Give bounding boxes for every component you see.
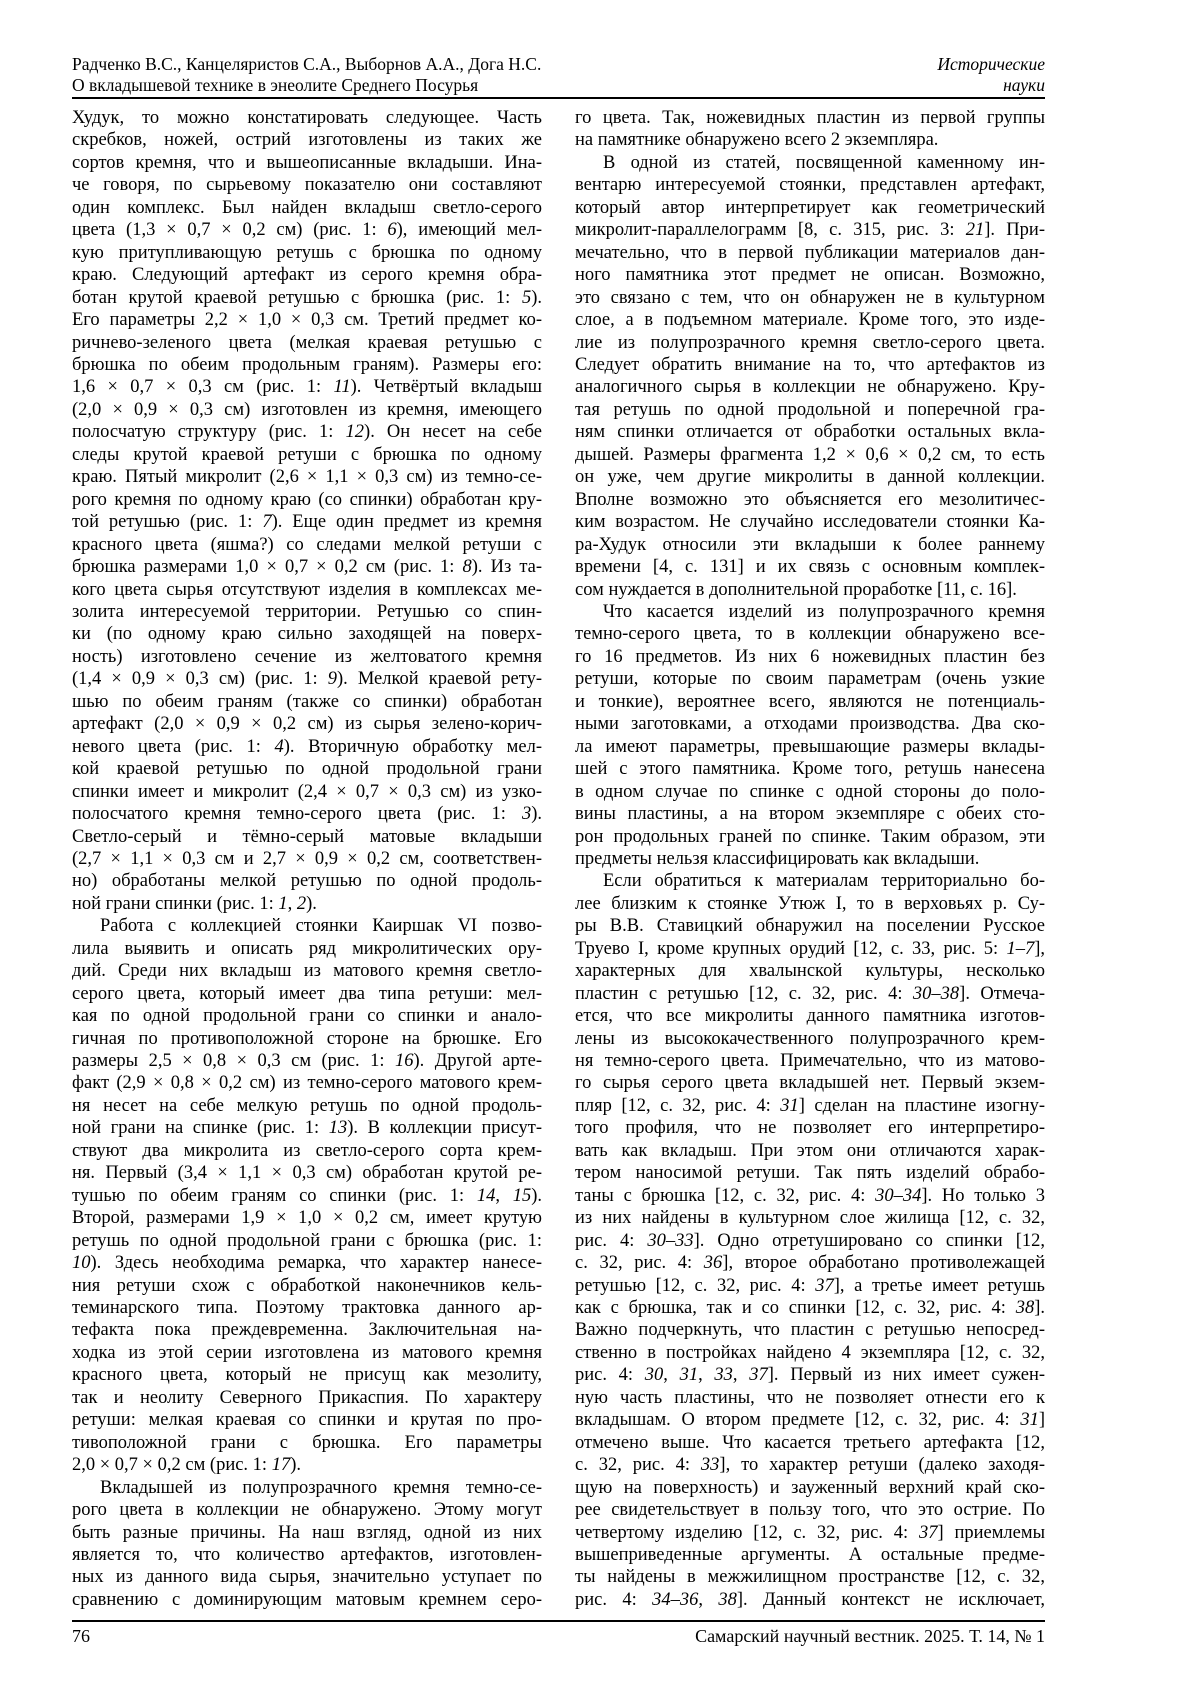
text-line: рее свидетельствует в пользу того, что это острие. По: [575, 1500, 1045, 1521]
text-line: сортов кремня, что и вышеописанные вкладыши. Ина-: [72, 152, 542, 173]
text-line: кая по одной продольной грани со спинки и анало-: [72, 1006, 542, 1027]
text-line: шью по обеим граням (также со спинки) обработан: [72, 691, 542, 712]
running-head-left: [72, 54, 541, 96]
text-line: (2,0 × 0,9 × 0,3 см) изготовлен из кремня, имеющего: [72, 399, 542, 420]
text-line: тушью по обеим граням со спинки (рис. 1: 14, 15).: [72, 1185, 543, 1206]
text-line: пластин с ретушью [12, с. 32, рис. 4: 30–38]. Отмеча-: [575, 983, 1045, 1004]
text-line: он уже, чем другие микролиты в данной коллекции.: [575, 467, 1045, 488]
page-number: 76: [72, 1626, 90, 1646]
running-head-article-title: О вкладышевой технике в энеолите Среднего Посурья: [72, 75, 479, 95]
text-line: вкладышам. О втором предмете [12, с. 32, рис. 4: 31]: [575, 1410, 1045, 1431]
section-label-line1: Исторические: [937, 54, 1045, 74]
left-column: [72, 107, 542, 1611]
text-line: ня. Первый (3,4 × 1,1 × 0,3 см) обработан крутой ре-: [72, 1163, 542, 1184]
text-line: вышеприведенные аргументы. А остальные предме-: [575, 1545, 1045, 1565]
running-head-section: [937, 54, 1045, 96]
text-line: ных из данного вида сырья, значительно уступает по: [72, 1567, 542, 1588]
text-line: который автор интерпретирует как геометрический: [575, 197, 1045, 218]
text-line: той ретушью (рис. 1: 7). Еще один предмет из кремня: [72, 512, 542, 533]
text-line: кого цвета сырья отсутствуют изделия в комплексах ме-: [72, 579, 542, 600]
text-line: Если обратиться к материалам территориально бо-: [603, 871, 1045, 892]
text-line: ственно в постройках найдено 4 экземпляра [12, с. 32,: [575, 1342, 1045, 1363]
text-line: брюшка размерами 1,0 × 0,7 × 0,2 см (рис. 1: 8). Из та-: [72, 557, 542, 578]
text-line: Его параметры 2,2 × 1,0 × 0,3 см. Третий предмет ко-: [72, 310, 542, 331]
text-line: (2,7 × 1,1 × 0,3 см и 2,7 × 0,9 × 0,2 см, соответствен-: [72, 848, 542, 869]
text-line: ходка из этой серии изготовлена из матового кремня: [72, 1342, 542, 1363]
page-footer: [72, 1625, 1045, 1647]
text-line: (1,4 × 0,9 × 0,3 см) (рис. 1: 9). Мелкой краевой рету-: [72, 669, 542, 690]
text-line: че говоря, по сырьевому показателю они составляют: [72, 175, 542, 196]
text-line: это связано с тем, что он обнаружен не в культурном: [575, 287, 1045, 308]
text-line: тая ретушь по одной продольной и поперечной гра-: [575, 399, 1045, 420]
text-line: гичная по противоположной стороне на брюшке. Его: [72, 1028, 542, 1049]
text-line: и тонкие), вероятнее всего, являются не потенциаль-: [575, 691, 1045, 712]
text-line: слое, а в подъемном материале. Кроме того, это изде-: [575, 310, 1045, 331]
text-line: рого цвета в коллекции не обнаружено. Этому могут: [72, 1500, 542, 1521]
text-line: ням спинки отличается от обработки остальных вкла-: [575, 422, 1045, 443]
text-line: сравнению с доминирующим матовым кремнем серо-: [72, 1589, 542, 1610]
text-line: краю. Пятый микролит (2,6 × 1,1 × 0,3 см) из темно-се-: [72, 467, 542, 488]
text-line: ричнево-зеленого цвета (мелкая краевая ретушью с: [72, 332, 542, 353]
text-line: тефакта пока преждевременна. Заключительная на-: [72, 1320, 542, 1341]
text-line: щую на поверхность) и зауженный верхний край ско-: [575, 1477, 1045, 1498]
text-line: ботан крутой краевой ретушью с брюшка (рис. 1: 5).: [72, 287, 542, 308]
text-line: Вкладышей из полупрозрачного кремня темно-се-: [100, 1477, 542, 1498]
text-line: ла имеют параметры, превышающие размеры вклады-: [575, 736, 1045, 757]
text-line: ность) изготовлено сечение из желтоватого кремня: [72, 646, 542, 667]
text-line: ния ретуши схож с обработкой наконечников кель-: [72, 1275, 542, 1296]
text-line: тивоположной грани с брюшка. Его параметры: [72, 1432, 542, 1453]
text-line: ким возрастом. Не случайно исследователи стоянки Ка-: [575, 512, 1045, 533]
text-line: аналогичного сырья в коллекции не обнаружено. Кру-: [575, 377, 1045, 398]
text-line: вать как вкладыш. При этом они отличаются харак-: [575, 1140, 1045, 1161]
text-line: цвета (1,3 × 0,7 × 0,2 см) (рис. 1: 6), имеющий мел-: [72, 220, 542, 241]
text-line: мечательно, что в первой публикации материалов дан-: [575, 242, 1045, 263]
text-line: теминарского типа. Поэтому трактовка данного ар-: [72, 1298, 542, 1319]
text-line: краю. Следующий артефакт из серого кремня обра-: [72, 265, 542, 286]
footer-rule: [72, 1620, 1045, 1622]
section-label-line2: науки: [1003, 75, 1045, 95]
text-line: Что касается изделий из полупрозрачного кремня: [603, 601, 1045, 622]
text-line: Светло-серый и тёмно-серый матовые вкладыши: [72, 826, 542, 847]
text-line: таны с брюшка [12, с. 32, рис. 4: 30–34]. Но только 3: [575, 1185, 1045, 1206]
text-line: того профиля, что не позволяет его интерпретиро-: [575, 1118, 1045, 1139]
text-line: времени [4, с. 131] и их связь с основным комплек-: [575, 557, 1045, 578]
text-line: артефакт (2,0 × 0,9 × 0,2 см) из сырья зелено-корич-: [72, 714, 542, 735]
text-line: ты найдены в межжилищном пространстве [12, с. 32,: [575, 1567, 1045, 1588]
text-line: ня несет на себе мелкую ретушь по одной продоль-: [72, 1095, 542, 1116]
header-rule: [72, 97, 1045, 99]
text-line: характерных для хвалынской культуры, несколько: [575, 961, 1045, 982]
text-line: так и неолиту Северного Прикаспия. По характеру: [72, 1387, 542, 1408]
text-line: ной грани на спинке (рис. 1: 13). В коллекции присут-: [72, 1118, 543, 1139]
text-line: ется, что все микролиты данного памятника изготов-: [575, 1006, 1045, 1027]
text-line: темно-серого цвета, то в коллекции обнаружено все-: [575, 624, 1045, 645]
text-line: ной грани спинки (рис. 1: 1, 2).: [72, 893, 317, 914]
text-line: 2,0 × 0,7 × 0,2 см (рис. 1: 17).: [72, 1455, 301, 1476]
text-line: красного цвета, который не присущ как мезолиту,: [72, 1365, 542, 1386]
paragraph: [575, 870, 1045, 1611]
text-line: лены из высококачественного полупрозрачного крем-: [575, 1028, 1045, 1049]
text-line: Вполне возможно это объясняется его мезолитичес-: [575, 489, 1045, 510]
text-line: пляр [12, с. 32, рис. 4: 31] сделан на пластине изогну-: [575, 1095, 1045, 1116]
text-line: золита интересуемой территории. Ретушью со спин-: [72, 601, 542, 622]
paragraph: [72, 107, 542, 915]
text-line: следы крутой краевой ретуши с брюшка по одному: [72, 444, 542, 465]
text-line: го сырья серого цвета вкладышей нет. Первый экзем-: [575, 1073, 1045, 1094]
text-line: ную часть пластины, что не позволяет отнести его к: [575, 1387, 1045, 1408]
text-line: быть разные причины. На наш взгляд, одной из них: [72, 1522, 542, 1543]
text-line: Второй, размерами 1,9 × 1,0 × 0,2 см, имеет крутую: [72, 1208, 542, 1229]
text-line: рон продольных граней по спинке. Таким образом, эти: [575, 826, 1045, 847]
text-line: ного памятника этот предмет не описан. Возможно,: [575, 265, 1045, 286]
text-line: серого цвета, который имеет два типа ретуши: мел-: [72, 983, 542, 1004]
text-line: предметы нельзя классифицировать как вкладыши.: [575, 848, 980, 869]
right-column: [575, 107, 1045, 1611]
text-line: кой краевой ретушью по одной продольной грани: [72, 759, 542, 780]
text-line: ки (по одному краю сильно заходящей на поверх-: [72, 624, 542, 645]
text-line: с. 32, рис. 4: 36], второе обработано противолежащей: [575, 1253, 1045, 1274]
text-line: кую притупливающую ретушь с брюшка по одному: [72, 242, 542, 263]
paragraph: [72, 1477, 542, 1612]
text-line: но) обработаны мелкой ретушью по одной продоль-: [72, 871, 542, 892]
text-line: является то, что количество артефактов, изготовлен-: [72, 1545, 542, 1565]
text-line: невого цвета (рис. 1: 4). Вторичную обработку мел-: [72, 736, 542, 757]
text-line: шей с этого памятника. Кроме того, ретушь нанесена: [575, 759, 1045, 780]
text-line: 1,6 × 0,7 × 0,3 см (рис. 1: 11). Четвёртый вкладыш: [72, 377, 542, 398]
text-line: рис. 4: 30–33]. Одно отретушировано со спинки [12,: [575, 1230, 1045, 1251]
text-line: ретушь по одной продольной грани с брюшка (рис. 1:: [72, 1230, 542, 1251]
text-line: четвертому изделию [12, с. 32, рис. 4: 37] приемлемы: [575, 1522, 1045, 1543]
text-line: вины пластины, а на втором экземпляре с обеих сто-: [575, 804, 1045, 825]
text-line: рого кремня по одному краю (со спинки) обработан кру-: [72, 489, 542, 510]
text-line: ствуют два микролита из светло-серого сорта крем-: [72, 1140, 542, 1161]
text-line: отмечено выше. Что касается третьего артефакта [12,: [575, 1432, 1045, 1453]
text-line: го 16 предметов. Из них 6 ножевидных пластин без: [575, 646, 1045, 667]
text-line: брюшка по обеим продольным граням). Размеры его:: [72, 354, 542, 375]
text-line: ретуши, которые по своим параметрам (очень узкие: [575, 669, 1045, 690]
text-line: дий. Среди них вкладыш из матового кремня светло-: [72, 961, 542, 982]
paragraph: [575, 152, 1045, 601]
text-line: Худук, то можно констатировать следующее. Часть: [72, 108, 542, 128]
text-line: как с брюшка, так и со спинки [12, с. 32, рис. 4: 38].: [575, 1298, 1045, 1319]
text-line: В одной из статей, посвященной каменному ин-: [603, 152, 1045, 173]
text-line: Следует обратить внимание на то, что артефактов из: [575, 354, 1045, 375]
text-line: лие из полупрозрачного кремня светло-серого цвета.: [575, 332, 1045, 353]
text-line: красного цвета (яшма?) со следами мелкой ретуши с: [72, 534, 542, 555]
text-line: размеры 2,5 × 0,8 × 0,3 см (рис. 1: 16). Другой арте-: [72, 1051, 542, 1072]
text-line: в одном случае по спинке с одной стороны до поло-: [575, 781, 1045, 802]
text-line: микролит-параллелограмм [8, с. 315, рис. 3: 21]. При-: [575, 220, 1045, 241]
text-line: Важно подчеркнуть, что пластин с ретушью непосред-: [575, 1320, 1045, 1341]
text-line: рис. 4: 30, 31, 33, 37]. Первый из них имеет сужен-: [575, 1365, 1046, 1386]
text-line: из них найдены в культурном слое жилища [12, с. 32,: [575, 1208, 1045, 1229]
text-line: ра-Худук относили эти вкладыши к более раннему: [575, 534, 1045, 555]
journal-reference: Самарский научный вестник. 2025. Т. 14, № 1: [695, 1626, 1045, 1646]
text-line: лее близким к стоянке Утюж I, то в верховьях р. Су-: [575, 893, 1045, 914]
text-line: вентарю интересуемой стоянки, представлен артефакт,: [575, 175, 1045, 196]
text-line: на памятнике обнаружено всего 2 экземпляра.: [575, 130, 939, 151]
text-line: ретуши: мелкая краевая со спинки и крутая по про-: [72, 1410, 542, 1431]
article-body: [72, 107, 1045, 1611]
paragraph: [72, 915, 542, 1476]
paragraph: [575, 601, 1045, 870]
text-line: скребков, ножей, острий изготовлены из таких же: [72, 130, 542, 151]
text-line: рис. 4: 34–36, 38]. Данный контекст не исключает,: [575, 1589, 1045, 1610]
paragraph: [575, 107, 1045, 152]
running-head-authors: Радченко В.С., Канцеляристов С.А., Выборнов А.А., Дога Н.С.: [72, 54, 542, 74]
text-line: 10). Здесь необходима ремарка, что характер нанесе-: [72, 1253, 542, 1274]
text-line: ретушью [12, с. 32, рис. 4: 37], а третье имеет ретушь: [575, 1275, 1045, 1296]
text-line: один комплекс. Был найден вкладыш светло-серого: [72, 197, 542, 218]
text-line: лила выявить и описать ряд микролитических ору-: [72, 938, 542, 959]
running-head: [72, 54, 1045, 96]
text-line: с. 32, рис. 4: 33], то характер ретуши (далеко заходя-: [575, 1455, 1045, 1476]
text-line: Работа с коллекцией стоянки Каиршак VI позво-: [100, 916, 542, 937]
text-line: дышей. Размеры фрагмента 1,2 × 0,6 × 0,2 см, то есть: [575, 444, 1045, 465]
text-line: Труево I, кроме крупных орудий [12, с. 33, рис. 5: 1–7],: [575, 938, 1045, 959]
text-line: сом нуждается в дополнительной проработке [11, с. 16].: [575, 579, 1017, 600]
text-line: ными заготовками, а отходами производства. Два ско-: [575, 714, 1045, 735]
text-line: полосчатого кремня темно-серого цвета (рис. 1: 3).: [72, 804, 542, 825]
text-line: полосчатую структуру (рис. 1: 12). Он несет на себе: [72, 422, 542, 443]
text-line: ры В.В. Ставицкий обнаружил на поселении Русское: [575, 916, 1045, 937]
text-line: ня темно-серого цвета. Примечательно, что из матово-: [575, 1051, 1045, 1072]
text-line: спинки имеет и микролит (2,4 × 0,7 × 0,3 см) из узко-: [72, 781, 542, 802]
text-line: тером наносимой ретуши. Так пять изделий обрабо-: [575, 1163, 1045, 1184]
text-line: факт (2,9 × 0,8 × 0,2 см) из темно-серого матового крем-: [72, 1073, 542, 1094]
text-line: го цвета. Так, ножевидных пластин из первой группы: [575, 108, 1045, 128]
